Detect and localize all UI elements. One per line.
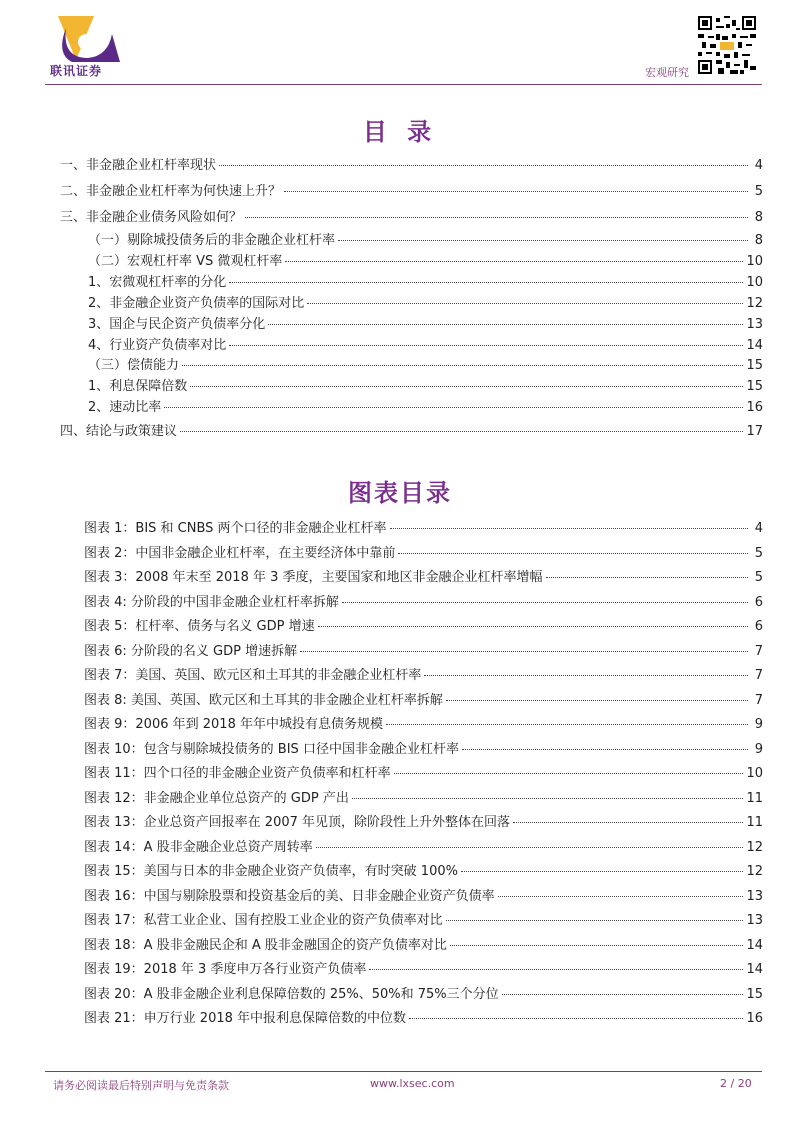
figures-title: 图表目录 [348, 479, 452, 507]
entry-label: 2、非金融企业资产负债率的国际对比 [88, 296, 305, 311]
entry-page-number: 11 [746, 815, 763, 830]
dot-leader [182, 365, 743, 366]
entry-page-number: 15 [746, 379, 763, 394]
toc-entry[interactable] [84, 619, 763, 635]
entry-label: 2、速动比率 [88, 400, 162, 415]
dot-leader [450, 945, 744, 946]
toc-entry[interactable] [88, 338, 763, 354]
entry-label: 图表 1：BIS 和 CNBS 两个口径的非金融企业杠杆率 [84, 521, 387, 536]
toc-entry[interactable] [84, 546, 763, 562]
toc-entry[interactable] [84, 962, 763, 978]
toc-entry[interactable] [84, 644, 763, 660]
dot-leader [546, 577, 748, 578]
dot-leader [318, 626, 748, 627]
dot-leader [390, 528, 748, 529]
entry-page-number: 11 [746, 791, 763, 806]
entry-label: （二）宏观杠杆率 VS 微观杠杆率 [88, 254, 283, 269]
entry-page-number: 7 [754, 668, 763, 683]
entry-page-number: 5 [754, 546, 763, 561]
logo-text: 联讯证券 [50, 64, 103, 78]
dot-leader [164, 407, 743, 408]
header-divider [45, 84, 762, 85]
dot-leader [338, 240, 748, 241]
entry-label: 图表 12：非金融企业单位总资产的 GDP 产出 [84, 791, 349, 806]
entry-page-number: 13 [746, 889, 763, 904]
dot-leader [424, 675, 748, 676]
entry-label: 三、非金融企业债务风险如何？ [60, 210, 243, 225]
toc-entry[interactable] [84, 889, 763, 905]
toc-entry[interactable] [88, 296, 763, 312]
entry-page-number: 6 [754, 595, 763, 610]
entry-label: 图表 11：四个口径的非金融企业资产负债率和杠杆率 [84, 766, 391, 781]
entry-label: 图表 5：杠杆率、债务与名义 GDP 增速 [84, 619, 315, 634]
entry-page-number: 14 [746, 338, 763, 353]
toc-entry[interactable] [84, 570, 763, 586]
entry-label: 图表 15：美国与日本的非金融企业资产负债率，有时突破 100% [84, 864, 458, 879]
entry-label: 1、利息保障倍数 [88, 379, 188, 394]
dot-leader [342, 602, 748, 603]
toc-entry[interactable] [60, 184, 763, 200]
header-category: 宏观研究 [645, 66, 689, 79]
dot-leader [352, 798, 744, 799]
entry-page-number: 9 [754, 717, 763, 732]
entry-label: 图表 16：中国与剔除股票和投资基金后的美、日非金融企业资产负债率 [84, 889, 495, 904]
dot-leader [229, 282, 743, 283]
entry-label: （一）剔除城投债务后的非金融企业杠杆率 [88, 233, 336, 248]
toc-title: 目 录 [362, 118, 438, 146]
toc-entry[interactable] [88, 379, 763, 395]
entry-page-number: 10 [746, 766, 763, 781]
entry-page-number: 14 [746, 938, 763, 953]
dot-leader [219, 165, 748, 166]
dot-leader [229, 345, 743, 346]
entry-page-number: 5 [754, 570, 763, 585]
entry-page-number: 9 [754, 742, 763, 757]
entry-label: 1、宏微观杠杆率的分化 [88, 275, 227, 290]
entry-page-number: 15 [746, 358, 763, 373]
entry-page-number: 8 [754, 233, 763, 248]
toc-entry[interactable] [84, 913, 763, 929]
entry-page-number: 12 [746, 296, 763, 311]
footer-divider [45, 1071, 762, 1072]
entry-label: 四、结论与政策建议 [60, 424, 178, 439]
toc-entry[interactable] [88, 254, 763, 270]
entry-page-number: 13 [746, 913, 763, 928]
toc-entry[interactable] [84, 840, 763, 856]
entry-page-number: 10 [746, 275, 763, 290]
toc-entry[interactable] [84, 595, 763, 611]
dot-leader [285, 261, 743, 262]
dot-leader [180, 431, 743, 432]
entry-label: 图表 4: 分阶段的中国非金融企业杠杆率拆解 [84, 595, 339, 610]
dot-leader [369, 969, 743, 970]
dot-leader [394, 773, 744, 774]
toc-entry[interactable] [84, 791, 763, 807]
entry-page-number: 7 [754, 693, 763, 708]
entry-page-number: 5 [754, 184, 763, 199]
entry-label: 图表 18：A 股非金融民企和 A 股非金融国企的资产负债率对比 [84, 938, 447, 953]
dot-leader [409, 1018, 743, 1019]
dot-leader [386, 724, 748, 725]
dot-leader [316, 847, 744, 848]
dot-leader [461, 871, 743, 872]
entry-page-number: 16 [746, 1011, 763, 1026]
entry-label: 图表 3：2008 年末至 2018 年 3 季度，主要国家和地区非金融企业杠杆率增幅 [84, 570, 543, 585]
entry-label: 图表 7：美国、英国、欧元区和土耳其的非金融企业杠杆率 [84, 668, 422, 683]
toc-entry[interactable] [60, 210, 763, 226]
entry-label: 图表 8: 美国、英国、欧元区和土耳其的非金融企业杠杆率拆解 [84, 693, 443, 708]
entry-label: 图表 17：私营工业企业、国有控股工业企业的资产负债率对比 [84, 913, 443, 928]
entry-label: 一、非金融企业杠杆率现状 [60, 158, 217, 173]
dot-leader [300, 651, 748, 652]
entry-page-number: 4 [754, 158, 763, 173]
entry-label: 图表 13：企业总资产回报率在 2007 年见顶，除阶段性上升外整体在回落 [84, 815, 511, 830]
toc-entry[interactable] [84, 668, 763, 684]
page-number: 2 / 20 [720, 1077, 752, 1090]
entry-label: 图表 19：2018 年 3 季度申万各行业资产负债率 [84, 962, 367, 977]
entry-label: 3、国企与民企资产负债率分化 [88, 317, 266, 332]
toc-entry[interactable] [60, 424, 763, 440]
dot-leader [190, 386, 743, 387]
toc-entry[interactable] [88, 317, 763, 333]
entry-page-number: 13 [746, 317, 763, 332]
entry-page-number: 14 [746, 962, 763, 977]
entry-page-number: 7 [754, 644, 763, 659]
toc-entry[interactable] [84, 766, 763, 782]
footer-disclaimer[interactable]: 请务必阅读最后特别声明与免责条款 [53, 1079, 229, 1092]
entry-page-number: 10 [746, 254, 763, 269]
toc-entry[interactable] [84, 864, 763, 880]
toc-entry[interactable] [84, 1011, 763, 1027]
toc-entry[interactable] [88, 233, 763, 249]
entry-label: 图表 6: 分阶段的名义 GDP 增速拆解 [84, 644, 298, 659]
dot-leader [307, 303, 743, 304]
entry-page-number: 15 [746, 987, 763, 1002]
entry-label: （三）偿债能力 [88, 358, 180, 373]
entry-page-number: 12 [746, 840, 763, 855]
toc-entry[interactable] [84, 693, 763, 709]
dot-leader [513, 822, 743, 823]
entry-page-number: 12 [746, 864, 763, 879]
dot-leader [268, 324, 743, 325]
dot-leader [245, 217, 748, 218]
toc-entry[interactable] [88, 275, 763, 291]
toc-entry[interactable] [88, 400, 763, 416]
entry-label: 图表 14：A 股非金融企业总资产周转率 [84, 840, 313, 855]
toc-entry[interactable] [84, 742, 763, 758]
entry-page-number: 4 [754, 521, 763, 536]
toc-entry[interactable] [84, 717, 763, 733]
entry-label: 二、非金融企业杠杆率为何快速上升？ [60, 184, 282, 199]
qr-code-icon [698, 16, 756, 74]
dot-leader [446, 920, 744, 921]
dot-leader [398, 553, 748, 554]
toc-entry[interactable] [88, 358, 763, 374]
entry-label: 图表 20：A 股非金融企业利息保障倍数的 25%、50%和 75%三个分位 [84, 987, 499, 1002]
dot-leader [446, 700, 748, 701]
dot-leader [462, 749, 748, 750]
entry-page-number: 8 [754, 210, 763, 225]
entry-page-number: 16 [746, 400, 763, 415]
toc-entry[interactable] [60, 158, 763, 174]
entry-label: 图表 2：中国非金融企业杠杆率，在主要经济体中靠前 [84, 546, 396, 561]
toc-entry[interactable] [84, 938, 763, 954]
entry-label: 图表 9：2006 年到 2018 年年中城投有息债务规模 [84, 717, 383, 732]
dot-leader [502, 994, 744, 995]
toc-entry[interactable] [84, 521, 763, 537]
entry-label: 图表 21：申万行业 2018 年中报利息保障倍数的中位数 [84, 1011, 407, 1026]
dot-leader [498, 896, 744, 897]
entry-label: 图表 10：包含与剔除城投债务的 BIS 口径中国非金融企业杠杆率 [84, 742, 459, 757]
entry-label: 4、行业资产负债率对比 [88, 338, 227, 353]
toc-entry[interactable] [84, 815, 763, 831]
footer-url[interactable]: www.lxsec.com [370, 1077, 455, 1090]
entry-page-number: 6 [754, 619, 763, 634]
entry-page-number: 17 [746, 424, 763, 439]
toc-entry[interactable] [84, 987, 763, 1003]
dot-leader [284, 191, 748, 192]
